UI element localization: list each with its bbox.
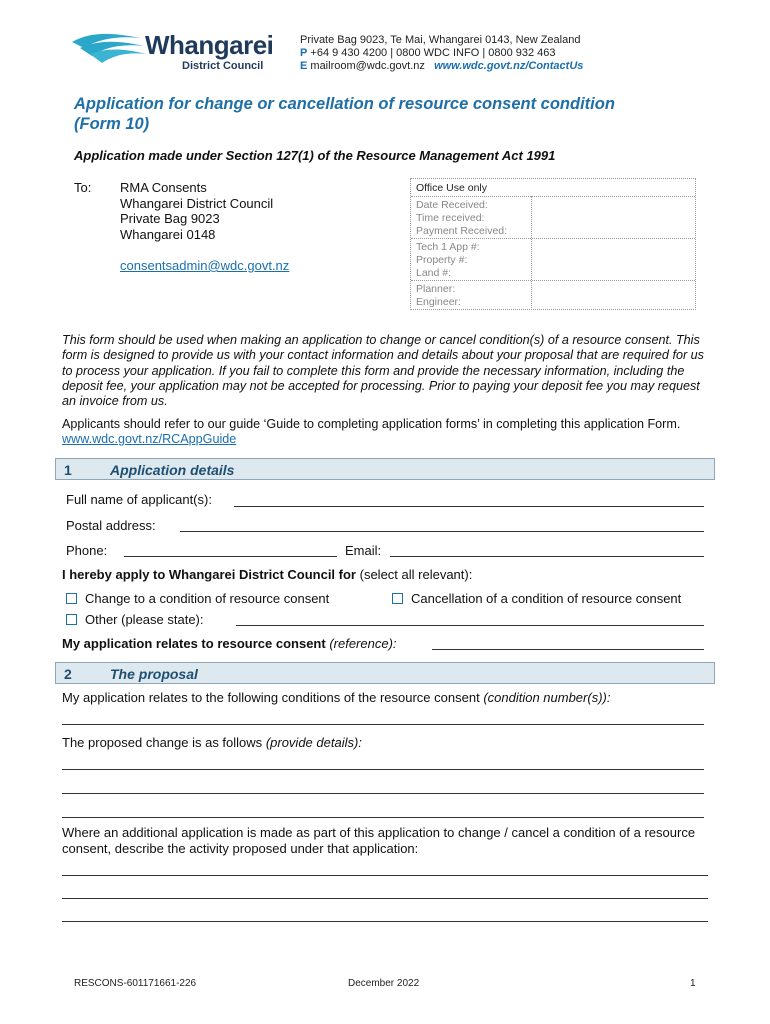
logo-subtitle: District Council xyxy=(182,60,264,72)
office-field: Engineer: xyxy=(416,296,461,308)
to-line: Private Bag 9023 xyxy=(120,211,220,226)
divider xyxy=(411,238,695,239)
office-field: Time received: xyxy=(416,212,485,224)
checkbox-icon[interactable] xyxy=(66,614,77,625)
section-title: Application details xyxy=(110,462,235,478)
logo-wordmark: Whangarei xyxy=(145,30,274,60)
conditions-question-ital: (condition number(s)): xyxy=(483,690,611,705)
proposed-change-question xyxy=(62,735,362,750)
proposed-change-text: The proposed change is as follows xyxy=(62,735,263,750)
postal-address-label: Postal address: xyxy=(66,518,156,533)
section-number: 2 xyxy=(64,666,72,682)
consent-reference-bold: My application relates to resource consent xyxy=(62,636,326,651)
apply-statement xyxy=(62,567,472,582)
proposed-change-field-1[interactable] xyxy=(62,769,704,770)
intro-paragraph: This form should be used when making an application to change or cancel condition(s) of a resource consent. This form is designed to provide us with your contact information and details about your proposal that are required for us to process your application. If you fail to complete this form and provide the necessary information, including the deposit fee, your application may not be accepted for processing. Prior to paying your deposit fee you may request an invoice from us. xyxy=(62,333,704,409)
proposed-change-field-3[interactable] xyxy=(62,817,704,818)
divider xyxy=(411,280,695,281)
office-field: Land #: xyxy=(416,267,452,279)
option-label: Change to a condition of resource consent xyxy=(85,591,330,606)
consents-email-link[interactable]: consentsadmin@wdc.govt.nz xyxy=(120,258,290,273)
full-name-label: Full name of applicant(s): xyxy=(66,492,212,507)
consent-reference-field[interactable] xyxy=(432,649,704,650)
guide-link[interactable]: www.wdc.govt.nz/RCAppGuide xyxy=(62,432,237,447)
other-option[interactable] xyxy=(66,612,204,627)
full-name-field[interactable] xyxy=(234,506,704,507)
additional-application-question: Where an additional application is made as part of this application to change / cancel a condition of a resource consent, describe the activity proposed under that application: xyxy=(62,825,696,856)
phone-label: Phone: xyxy=(66,543,108,558)
form-subtitle: Application made under Section 127(1) of the Resource Management Act 1991 xyxy=(74,148,556,163)
consent-reference-label xyxy=(62,636,397,651)
office-field: Planner: xyxy=(416,283,456,295)
conditions-question xyxy=(62,690,610,705)
cancel-condition-option[interactable] xyxy=(392,591,681,606)
additional-activity-field-3[interactable] xyxy=(62,921,708,922)
phone-field[interactable] xyxy=(124,556,337,557)
consent-reference-ital: (reference): xyxy=(329,636,397,651)
office-field: Property #: xyxy=(416,254,468,266)
apply-statement-bold: I hereby apply to Whangarei District Council for xyxy=(62,567,356,582)
wave-logo-icon xyxy=(70,28,150,68)
conditions-field[interactable] xyxy=(62,724,704,725)
contact-website-link[interactable]: www.wdc.govt.nz/ContactUs xyxy=(434,60,584,72)
office-field: Tech 1 App #: xyxy=(416,241,480,253)
office-use-box xyxy=(410,178,696,310)
other-field[interactable] xyxy=(236,625,704,626)
contact-block xyxy=(300,34,583,73)
page-number: 1 xyxy=(690,978,696,989)
to-label: To: xyxy=(74,180,92,195)
checkbox-icon[interactable] xyxy=(66,593,77,604)
form-title xyxy=(74,94,714,134)
change-condition-option[interactable] xyxy=(66,591,329,606)
proposed-change-ital: (provide details): xyxy=(265,735,362,750)
option-label: Other (please state): xyxy=(85,612,204,627)
guide-paragraph xyxy=(62,417,712,448)
to-line: Whangarei District Council xyxy=(120,195,274,211)
postal-address-field[interactable] xyxy=(180,531,704,532)
to-line: Whangarei 0148 xyxy=(120,226,216,242)
office-group-dates xyxy=(416,199,507,238)
form-title-line2: (Form 10) xyxy=(74,115,150,133)
divider xyxy=(531,196,532,310)
phone-label: P xyxy=(300,47,308,59)
address: Private Bag 9023, Te Mai, Whangarei 0143, New Zealand xyxy=(300,34,581,46)
office-group-ids xyxy=(416,241,480,280)
checkbox-icon[interactable] xyxy=(392,593,403,604)
form-title-line1: Application for change or cancellation of resource consent condition xyxy=(74,95,615,113)
proposed-change-field-2[interactable] xyxy=(62,793,704,794)
email-label: E xyxy=(300,60,308,72)
section-header-application-details xyxy=(55,458,715,480)
conditions-question-text: My application relates to the following conditions of the resource consent xyxy=(62,690,480,705)
additional-activity-field-1[interactable] xyxy=(62,875,708,876)
document-reference: RESCONS-601171661-226 xyxy=(74,978,197,989)
office-field: Payment Received: xyxy=(416,225,508,237)
apply-statement-rest: (select all relevant): xyxy=(359,567,473,582)
email-label: Email: xyxy=(345,543,382,558)
additional-activity-field-2[interactable] xyxy=(62,898,708,899)
option-label: Cancellation of a condition of resource consent xyxy=(411,591,682,606)
section-header-proposal xyxy=(55,662,715,684)
section-number: 1 xyxy=(64,462,72,478)
footer-date: December 2022 xyxy=(348,978,420,989)
office-use-header: Office Use only xyxy=(416,182,488,194)
email-field[interactable] xyxy=(390,556,704,557)
phone-numbers: +64 9 430 4200 | 0800 WDC INFO | 0800 932 463 xyxy=(310,47,556,59)
office-group-staff xyxy=(416,283,461,309)
to-address xyxy=(120,180,273,242)
office-field: Date Received: xyxy=(416,199,488,211)
guide-text: Applicants should refer to our guide ‘Guide to completing application forms’ in completing this application Form. xyxy=(62,417,681,431)
section-title: The proposal xyxy=(110,666,198,682)
to-line: RMA Consents xyxy=(120,180,207,195)
contact-email: mailroom@wdc.govt.nz xyxy=(310,60,425,72)
divider xyxy=(411,196,695,197)
